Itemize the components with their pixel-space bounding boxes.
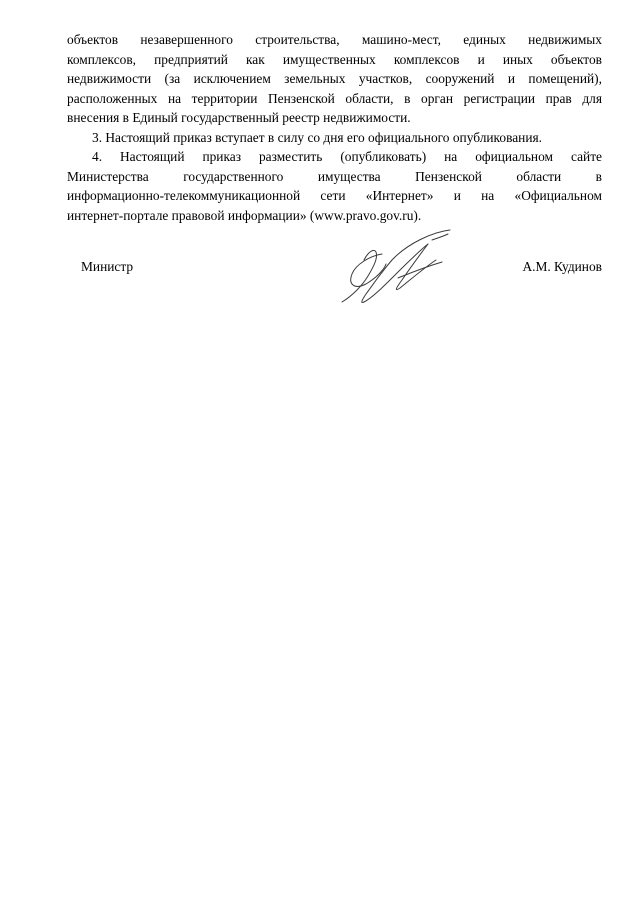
text-line-1: объектов незавершенного строительства, машино-мест, единых недвижимых (67, 32, 602, 47)
signer-title: Министр (81, 259, 134, 274)
paragraph-4-line-4: интернет-портале правовой информации» (www.pravo.gov.ru). (67, 207, 422, 223)
body-text (67, 30, 602, 225)
paragraph-3: 3. Настоящий приказ вступает в силу со дня его официального опубликования. (92, 129, 542, 145)
text-line-3: недвижимости (за исключением земельных участков, сооружений и помещений), (67, 71, 602, 86)
paragraph-4-line-3: информационно-телекоммуникационной сети «Интернет» и на «Официальном (67, 188, 602, 203)
signer-name: А.М. Кудинов (522, 259, 602, 274)
handwritten-signature-icon (332, 222, 452, 312)
text-line-4: расположенных на территории Пензенской области, в орган регистрации прав для (67, 90, 602, 106)
paragraph-4-line-1: 4. Настоящий приказ разместить (опубликовать) на официальном сайте (92, 149, 602, 164)
text-line-2: комплексов, предприятий как имущественных комплексов и иных объектов (67, 51, 602, 67)
paragraph-4-line-2: Министерства государственного имущества Пензенской области в (67, 168, 602, 184)
signature-row (0, 257, 640, 317)
text-line-5: внесения в Единый государственный реестр недвижимости. (67, 110, 411, 125)
